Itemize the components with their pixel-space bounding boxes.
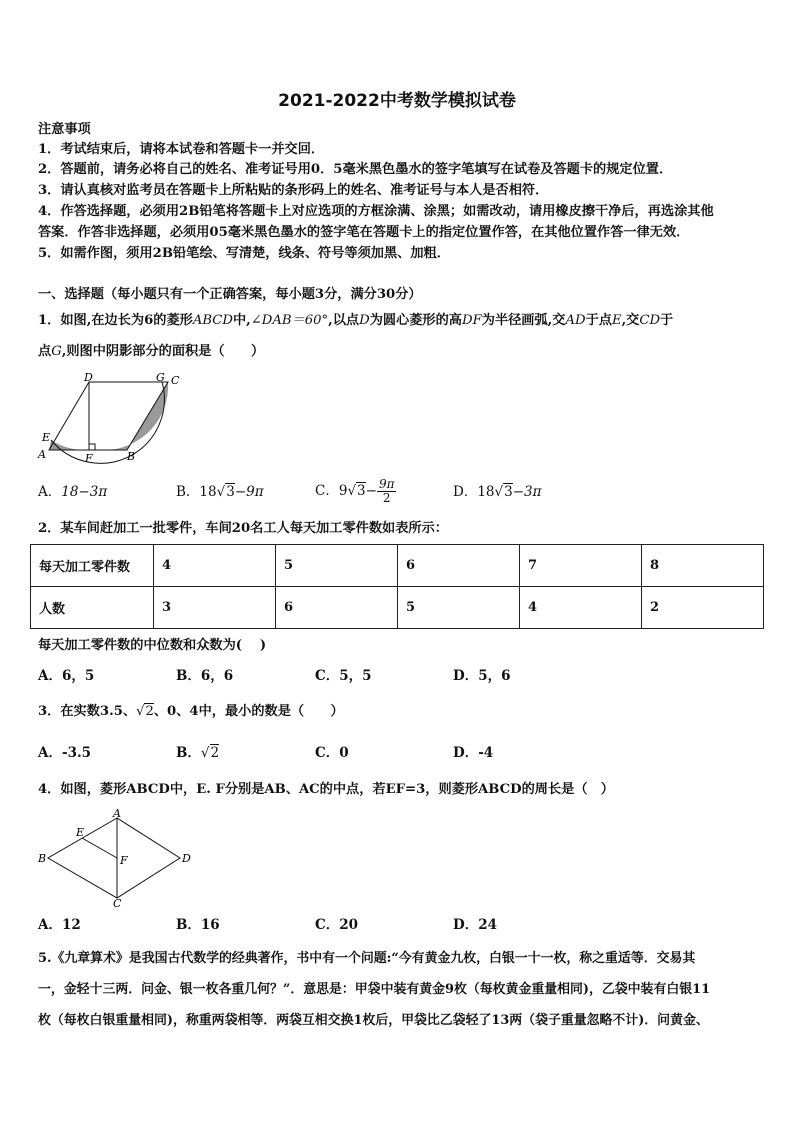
option-value: − — [365, 483, 377, 499]
q1-text: ,则图中阴影部分的面积是（ ） — [61, 344, 265, 359]
notice-item-1: 1．考试结束后，请将本试卷和答题卡一并交回． — [38, 142, 325, 157]
fraction — [377, 478, 397, 505]
label-F: F — [120, 854, 128, 867]
q1-text: ,交 — [621, 313, 640, 328]
q1-math: D — [359, 313, 370, 328]
q3-stem: 3．在实数3.5、√2、0、4中，最小的数是（ ） — [38, 704, 344, 719]
q1-stem-line2 — [38, 343, 264, 361]
q2-question: 每天加工零件数的中位数和众数为( ) — [38, 638, 267, 653]
table-cell: 7 — [520, 545, 642, 587]
option-label: C． — [315, 483, 339, 499]
notice-item-2: 2．答题前，请务必将自己的姓名、准考证号用0．5毫米黑色墨水的签字笔填写在试卷及答题卡的规定位置． — [38, 162, 673, 177]
label-C: C — [113, 897, 122, 908]
label-E: E — [76, 826, 85, 839]
q2-data-table — [30, 544, 764, 629]
table-cell: 6 — [276, 587, 398, 629]
label-A: A — [113, 808, 121, 820]
table-cell: 人数 — [31, 587, 154, 629]
label-G: G — [156, 371, 165, 384]
q1-text: 于 — [660, 313, 674, 328]
q1-text: 点 — [38, 344, 52, 359]
fraction-denominator: 2 — [382, 491, 391, 505]
q1-option-c[interactable]: C．9√3− $\frac{9\pi}{2}$ — [315, 477, 395, 505]
notice-item-5: 5．如需作图，须用2B铅笔绘、写清楚，线条、符号等须加黑、加粗． — [38, 246, 450, 261]
q1-math: ABCD — [192, 313, 233, 328]
q1-math: G — [51, 344, 62, 359]
label-E: E — [42, 431, 51, 444]
q2-stem: 2．某车间赶加工一批零件，车间20名工人每天加工零件数如表所示： — [38, 521, 448, 536]
q1-math: DF — [462, 313, 482, 328]
table-cell: 4 — [154, 545, 276, 587]
q1-option-b[interactable]: B．18√3−9π — [176, 484, 264, 500]
q2-option-c[interactable]: C．5，5 — [315, 668, 372, 684]
notice-heading: 注意事项 — [38, 122, 91, 137]
q2-option-b[interactable]: B．6，6 — [176, 668, 234, 684]
table-cell: 每天加工零件数 — [31, 545, 154, 587]
label-A: A — [38, 448, 46, 461]
shaded-region-right — [104, 382, 168, 450]
option-label: B． — [176, 745, 201, 761]
fraction-numerator: 9π — [378, 477, 395, 491]
q2-option-d[interactable]: D．5，6 — [453, 668, 511, 684]
table-cell: 2 — [642, 587, 764, 629]
radicand: 3 — [357, 483, 366, 499]
q4-option-c[interactable]: C．20 — [315, 917, 359, 933]
table-cell: 5 — [398, 587, 520, 629]
q3-option-b[interactable]: B．√2 — [176, 745, 220, 761]
notice-item-4: 4．作答选择题，必须用2B铅笔将答题卡上对应选项的方框涂满、涂黑；如需改动，请用橡皮擦干净后，再选涂其他 — [38, 204, 714, 219]
q4-option-b[interactable]: B．16 — [176, 917, 220, 933]
radicand: 3 — [226, 484, 235, 500]
q4-option-d[interactable]: D．24 — [453, 917, 497, 933]
label-F: F — [85, 452, 93, 465]
option-value: 18 — [477, 484, 495, 500]
q1-rhombus-figure — [34, 370, 194, 466]
notice-item-4-cont: 答案．作答非选择题，必须用05毫米黑色墨水的签字笔在答题卡上的指定位置作答，在其他位置作答一律无效． — [38, 225, 690, 240]
radicand: 3 — [504, 484, 513, 500]
option-value: 18−3π — [61, 484, 108, 500]
q2-option-a[interactable]: A．6，5 — [38, 668, 95, 684]
q1-option-a[interactable] — [38, 482, 107, 502]
label-B: B — [38, 852, 47, 865]
table-cell: 6 — [398, 545, 520, 587]
q1-text: 为半径画弧,交 — [481, 313, 566, 328]
radicand: 2 — [210, 745, 220, 761]
q3-option-c[interactable]: C．0 — [315, 745, 349, 761]
q1-text: 于点 — [585, 313, 612, 328]
q1-text: ,以点 — [328, 313, 360, 328]
option-value: 18 — [199, 484, 217, 500]
q1-math: AD — [565, 313, 586, 328]
segment-ef — [82, 838, 117, 858]
option-label: A． — [38, 484, 62, 500]
q1-text: 1．如图,在边长为6的菱形 — [38, 313, 193, 328]
q4-rhombus-figure — [34, 808, 204, 908]
table-row — [31, 545, 764, 587]
label-D: D — [182, 852, 191, 865]
q4-stem: 4．如图，菱形ABCD中，E. F分别是AB、AC的中点，若EF=3，则菱形ABCD的周长是（ ） — [38, 782, 614, 797]
table-cell: 3 — [154, 587, 276, 629]
q5-stem-line3: 枚（每枚白银重量相同)，称重两袋相等．两袋互相交换1枚后，甲袋比乙袋轻了13两（袋子重量忽略不计)．问黄金、 — [38, 1013, 709, 1028]
notice-item-3: 3．请认真核对监考员在答题卡上所粘贴的条形码上的姓名、准考证号与本人是否相符． — [38, 183, 549, 198]
q1-math: E — [611, 313, 622, 328]
option-label: B． — [176, 484, 200, 500]
q3-text: 3．在实数3.5、 — [38, 704, 137, 719]
radicand: 2 — [145, 704, 154, 719]
q3-option-a[interactable]: A．-3.5 — [38, 745, 92, 761]
table-row — [31, 587, 764, 629]
label-C: C — [171, 374, 180, 387]
q1-stem-line1 — [38, 312, 673, 330]
option-value: 9 — [338, 483, 348, 499]
label-D: D — [84, 371, 93, 384]
q1-text: 为圆心菱形的高 — [369, 313, 462, 328]
table-cell: 5 — [276, 545, 398, 587]
q1-text: 中, — [232, 313, 251, 328]
q1-math: CD — [639, 313, 661, 328]
option-label: D． — [453, 484, 478, 500]
q1-math: ∠DAB＝60° — [250, 313, 329, 328]
q1-option-d[interactable]: D．18√3−3π — [453, 484, 542, 500]
option-value: −3π — [512, 484, 542, 500]
q3-text: 、0、4中，最小的数是（ ） — [153, 704, 344, 719]
exam-title: 2021-2022中考数学模拟试卷 — [278, 91, 516, 111]
table-cell: 8 — [642, 545, 764, 587]
rhombus-outline — [48, 818, 180, 898]
q3-option-d[interactable]: D．-4 — [453, 745, 494, 761]
q5-stem-line1: 5.《九章算术》是我国古代数学的经典著作，书中有一个问题:“今有黄金九枚，白银一十一枚，称之重适等．交易其 — [38, 951, 696, 966]
right-angle-mark — [89, 444, 95, 450]
section-heading: 一、选择题（每小题只有一个正确答案，每小题3分，满分30分） — [38, 287, 422, 302]
label-B: B — [127, 450, 136, 463]
q4-option-a[interactable]: A．12 — [38, 917, 81, 933]
q5-stem-line2: 一，金轻十三两．问金、银一枚各重几何？”．意思是：甲袋中装有黄金9枚（每枚黄金重量相同)，乙袋中装有白银11 — [38, 982, 711, 997]
option-value: −9π — [234, 484, 264, 500]
table-cell: 4 — [520, 587, 642, 629]
